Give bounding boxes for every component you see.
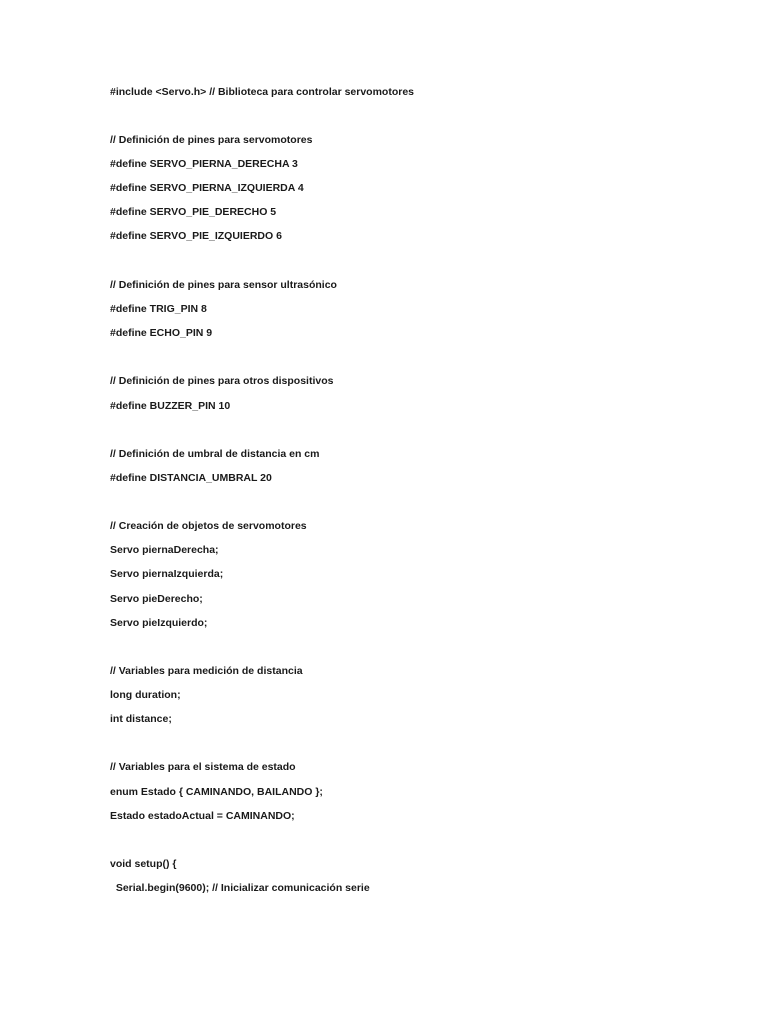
code-line: // Definición de pines para servomotores bbox=[110, 134, 313, 146]
code-line: // Definición de pines para otros dispositivos bbox=[110, 375, 334, 387]
code-line: #define DISTANCIA_UMBRAL 20 bbox=[110, 472, 272, 484]
code-line: #include <Servo.h> // Biblioteca para controlar servomotores bbox=[110, 86, 415, 98]
code-line: #define ECHO_PIN 9 bbox=[110, 327, 213, 339]
code-line: // Variables para medición de distancia bbox=[110, 665, 303, 677]
code-line: Servo piernaIzquierda; bbox=[110, 568, 224, 580]
code-line: Serial.begin(9600); // Inicializar comunicación serie bbox=[110, 882, 370, 894]
code-line: Servo pieIzquierdo; bbox=[110, 617, 208, 629]
code-line: // Definición de umbral de distancia en cm bbox=[110, 448, 320, 460]
code-line: Estado estadoActual = CAMINANDO; bbox=[110, 810, 295, 822]
code-line: void setup() { bbox=[110, 858, 177, 870]
code-line: // Variables para el sistema de estado bbox=[110, 761, 296, 773]
code-line: int distance; bbox=[110, 713, 172, 725]
code-line: #define SERVO_PIERNA_IZQUIERDA 4 bbox=[110, 182, 304, 194]
code-line: // Definición de pines para sensor ultrasónico bbox=[110, 279, 337, 291]
code-line: #define SERVO_PIE_IZQUIERDO 6 bbox=[110, 230, 282, 242]
code-line: #define TRIG_PIN 8 bbox=[110, 303, 207, 315]
code-line: #define BUZZER_PIN 10 bbox=[110, 400, 231, 412]
code-line: // Creación de objetos de servomotores bbox=[110, 520, 307, 532]
code-line: Servo piernaDerecha; bbox=[110, 544, 219, 556]
code-line: #define SERVO_PIE_DERECHO 5 bbox=[110, 206, 277, 218]
code-line: #define SERVO_PIERNA_DERECHA 3 bbox=[110, 158, 298, 170]
code-line: Servo pieDerecho; bbox=[110, 593, 203, 605]
code-line: enum Estado { CAMINANDO, BAILANDO }; bbox=[110, 786, 323, 798]
code-line: long duration; bbox=[110, 689, 181, 701]
